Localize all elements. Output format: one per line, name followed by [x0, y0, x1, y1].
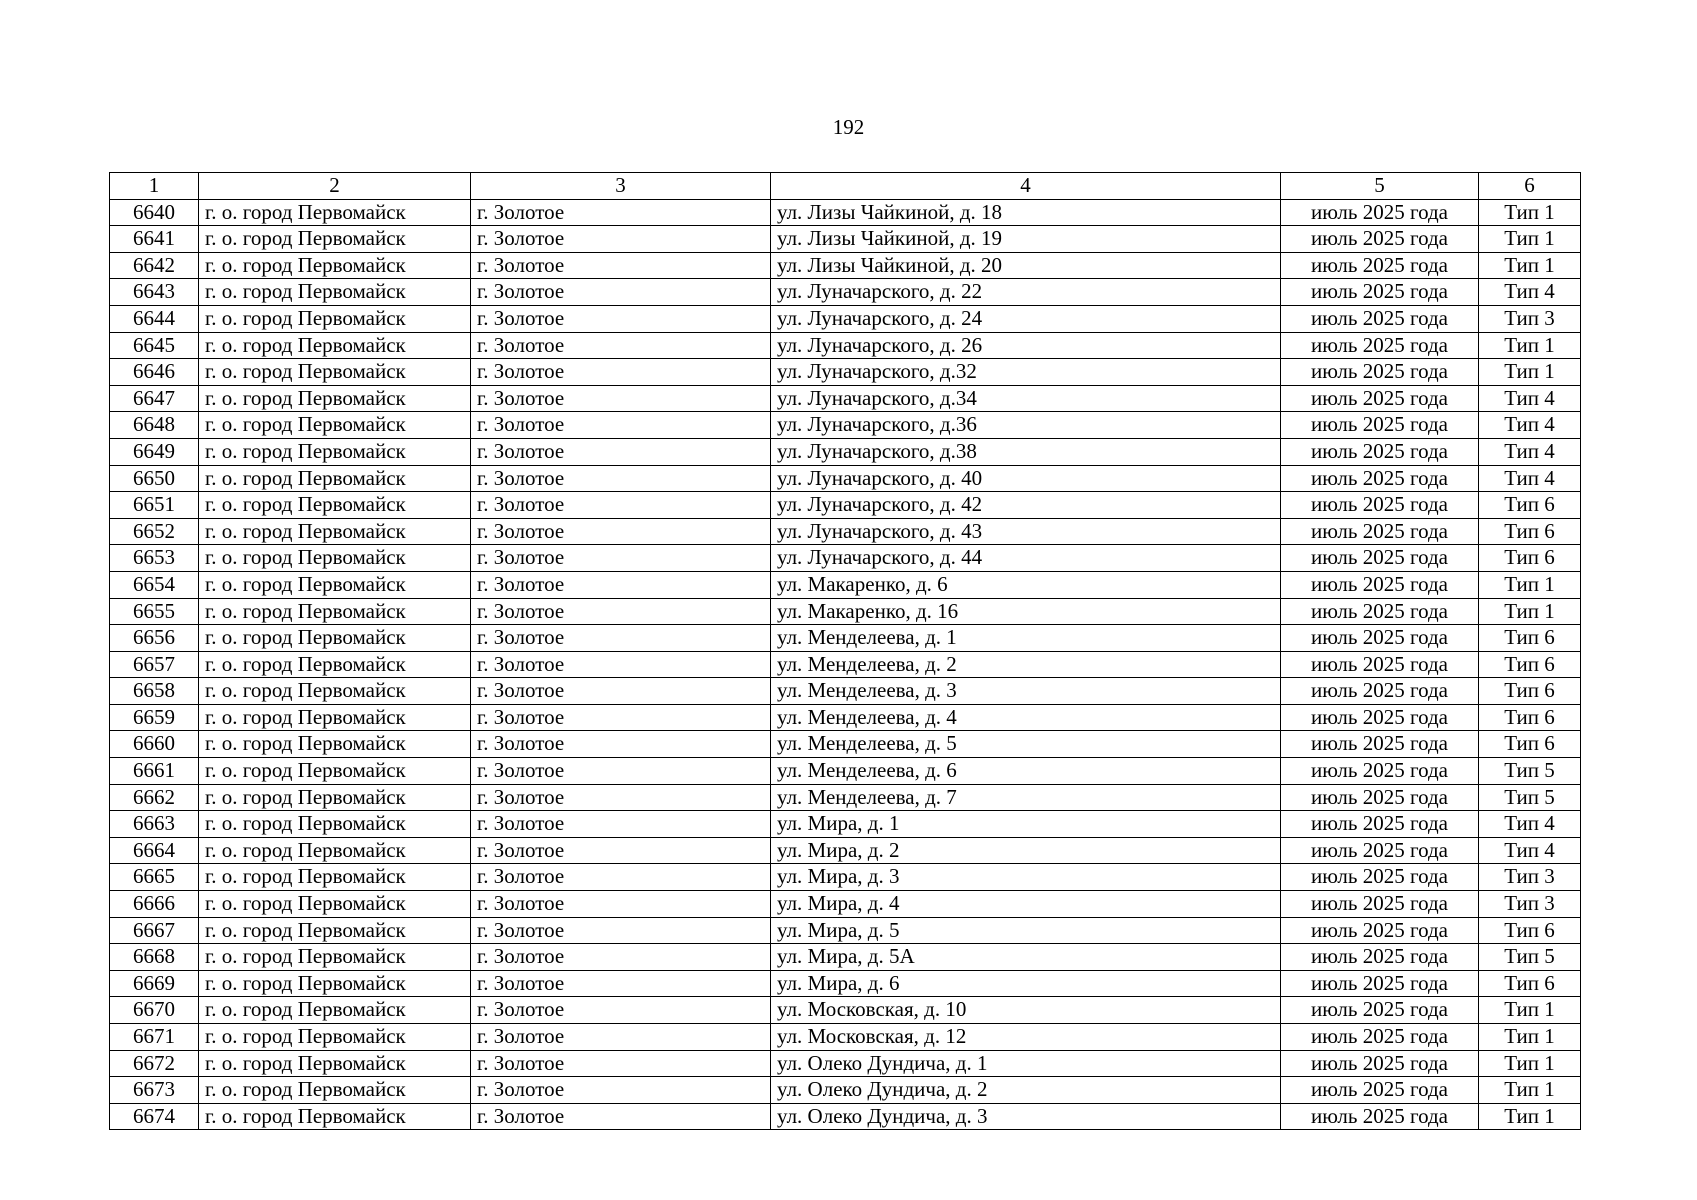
table-row	[110, 385, 1581, 412]
settlement-cell: г. Золотое	[471, 438, 771, 465]
municipality-cell: г. о. город Первомайск	[199, 465, 471, 492]
settlement-cell: г. Золотое	[471, 1077, 771, 1104]
table-row	[110, 199, 1581, 226]
table-row	[110, 332, 1581, 359]
row-number: 6666	[110, 891, 199, 918]
column-header-2: 2	[199, 173, 471, 200]
date-cell: июль 2025 года	[1281, 279, 1479, 306]
type-cell: Тип 5	[1479, 944, 1581, 971]
type-cell: Тип 6	[1479, 651, 1581, 678]
date-cell: июль 2025 года	[1281, 891, 1479, 918]
settlement-cell: г. Золотое	[471, 891, 771, 918]
municipality-cell: г. о. город Первомайск	[199, 704, 471, 731]
address-cell: ул. Менделеева, д. 2	[771, 651, 1281, 678]
address-cell: ул. Лизы Чайкиной, д. 19	[771, 226, 1281, 253]
municipality-cell: г. о. город Первомайск	[199, 651, 471, 678]
date-cell: июль 2025 года	[1281, 625, 1479, 652]
table-row	[110, 279, 1581, 306]
type-cell: Тип 4	[1479, 385, 1581, 412]
row-number: 6642	[110, 252, 199, 279]
table-row	[110, 997, 1581, 1024]
type-cell: Тип 6	[1479, 704, 1581, 731]
municipality-cell: г. о. город Первомайск	[199, 598, 471, 625]
municipality-cell: г. о. город Первомайск	[199, 226, 471, 253]
type-cell: Тип 1	[1479, 332, 1581, 359]
row-number: 6657	[110, 651, 199, 678]
settlement-cell: г. Золотое	[471, 678, 771, 705]
page-number: 192	[832, 115, 865, 139]
table-row	[110, 678, 1581, 705]
date-cell: июль 2025 года	[1281, 970, 1479, 997]
municipality-cell: г. о. город Первомайск	[199, 571, 471, 598]
address-cell: ул. Олеко Дундича, д. 3	[771, 1103, 1281, 1130]
date-cell: июль 2025 года	[1281, 412, 1479, 439]
date-cell: июль 2025 года	[1281, 704, 1479, 731]
settlement-cell: г. Золотое	[471, 970, 771, 997]
address-cell: ул. Мира, д. 1	[771, 811, 1281, 838]
municipality-cell: г. о. город Первомайск	[199, 545, 471, 572]
type-cell: Тип 1	[1479, 199, 1581, 226]
type-cell: Тип 6	[1479, 917, 1581, 944]
address-cell: ул. Мира, д. 5А	[771, 944, 1281, 971]
settlement-cell: г. Золотое	[471, 359, 771, 386]
table-row	[110, 305, 1581, 332]
date-cell: июль 2025 года	[1281, 731, 1479, 758]
type-cell: Тип 4	[1479, 438, 1581, 465]
address-cell: ул. Менделеева, д. 5	[771, 731, 1281, 758]
settlement-cell: г. Золотое	[471, 598, 771, 625]
settlement-cell: г. Золотое	[471, 226, 771, 253]
municipality-cell: г. о. город Первомайск	[199, 784, 471, 811]
address-cell: ул. Луначарского, д. 44	[771, 545, 1281, 572]
address-cell: ул. Московская, д. 12	[771, 1024, 1281, 1051]
municipality-cell: г. о. город Первомайск	[199, 492, 471, 519]
type-cell: Тип 1	[1479, 571, 1581, 598]
table-row	[110, 944, 1581, 971]
municipality-cell: г. о. город Первомайск	[199, 758, 471, 785]
settlement-cell: г. Золотое	[471, 545, 771, 572]
table-row	[110, 837, 1581, 864]
row-number: 6645	[110, 332, 199, 359]
address-cell: ул. Лизы Чайкиной, д. 18	[771, 199, 1281, 226]
municipality-cell: г. о. город Первомайск	[199, 970, 471, 997]
municipality-cell: г. о. город Первомайск	[199, 385, 471, 412]
settlement-cell: г. Золотое	[471, 784, 771, 811]
table-row	[110, 704, 1581, 731]
type-cell: Тип 1	[1479, 226, 1581, 253]
settlement-cell: г. Золотое	[471, 837, 771, 864]
municipality-cell: г. о. город Первомайск	[199, 864, 471, 891]
row-number: 6652	[110, 518, 199, 545]
settlement-cell: г. Золотое	[471, 199, 771, 226]
settlement-cell: г. Золотое	[471, 305, 771, 332]
table-row	[110, 891, 1581, 918]
address-cell: ул. Луначарского, д. 42	[771, 492, 1281, 519]
address-cell: ул. Олеко Дундича, д. 2	[771, 1077, 1281, 1104]
table-row	[110, 252, 1581, 279]
table-body	[110, 199, 1581, 1130]
type-cell: Тип 1	[1479, 598, 1581, 625]
date-cell: июль 2025 года	[1281, 837, 1479, 864]
settlement-cell: г. Золотое	[471, 1050, 771, 1077]
settlement-cell: г. Золотое	[471, 758, 771, 785]
settlement-cell: г. Золотое	[471, 731, 771, 758]
settlement-cell: г. Золотое	[471, 651, 771, 678]
row-number: 6659	[110, 704, 199, 731]
date-cell: июль 2025 года	[1281, 598, 1479, 625]
municipality-cell: г. о. город Первомайск	[199, 359, 471, 386]
row-number: 6641	[110, 226, 199, 253]
address-cell: ул. Мира, д. 3	[771, 864, 1281, 891]
table-row	[110, 784, 1581, 811]
type-cell: Тип 3	[1479, 305, 1581, 332]
row-number: 6662	[110, 784, 199, 811]
municipality-cell: г. о. город Первомайск	[199, 1050, 471, 1077]
date-cell: июль 2025 года	[1281, 252, 1479, 279]
address-cell: ул. Луначарского, д.32	[771, 359, 1281, 386]
date-cell: июль 2025 года	[1281, 678, 1479, 705]
address-cell: ул. Луначарского, д.38	[771, 438, 1281, 465]
settlement-cell: г. Золотое	[471, 1024, 771, 1051]
date-cell: июль 2025 года	[1281, 571, 1479, 598]
table-row	[110, 758, 1581, 785]
address-cell: ул. Луначарского, д.34	[771, 385, 1281, 412]
municipality-cell: г. о. город Первомайск	[199, 837, 471, 864]
row-number: 6655	[110, 598, 199, 625]
type-cell: Тип 1	[1479, 1103, 1581, 1130]
row-number: 6651	[110, 492, 199, 519]
municipality-cell: г. о. город Первомайск	[199, 1103, 471, 1130]
date-cell: июль 2025 года	[1281, 359, 1479, 386]
type-cell: Тип 6	[1479, 492, 1581, 519]
municipality-cell: г. о. город Первомайск	[199, 731, 471, 758]
municipality-cell: г. о. город Первомайск	[199, 279, 471, 306]
address-cell: ул. Луначарского, д. 43	[771, 518, 1281, 545]
table-header-row	[110, 173, 1581, 200]
type-cell: Тип 3	[1479, 891, 1581, 918]
address-cell: ул. Макаренко, д. 6	[771, 571, 1281, 598]
row-number: 6673	[110, 1077, 199, 1104]
row-number: 6664	[110, 837, 199, 864]
date-cell: июль 2025 года	[1281, 518, 1479, 545]
municipality-cell: г. о. город Первомайск	[199, 305, 471, 332]
address-cell: ул. Олеко Дундича, д. 1	[771, 1050, 1281, 1077]
date-cell: июль 2025 года	[1281, 917, 1479, 944]
address-cell: ул. Луначарского, д. 24	[771, 305, 1281, 332]
table-row	[110, 518, 1581, 545]
table-row	[110, 1050, 1581, 1077]
address-cell: ул. Менделеева, д. 4	[771, 704, 1281, 731]
date-cell: июль 2025 года	[1281, 465, 1479, 492]
municipality-cell: г. о. город Первомайск	[199, 625, 471, 652]
date-cell: июль 2025 года	[1281, 1050, 1479, 1077]
table-row	[110, 412, 1581, 439]
table-row	[110, 226, 1581, 253]
date-cell: июль 2025 года	[1281, 492, 1479, 519]
type-cell: Тип 1	[1479, 252, 1581, 279]
row-number: 6644	[110, 305, 199, 332]
settlement-cell: г. Золотое	[471, 252, 771, 279]
row-number: 6649	[110, 438, 199, 465]
municipality-cell: г. о. город Первомайск	[199, 412, 471, 439]
address-cell: ул. Мира, д. 5	[771, 917, 1281, 944]
type-cell: Тип 4	[1479, 465, 1581, 492]
date-cell: июль 2025 года	[1281, 997, 1479, 1024]
date-cell: июль 2025 года	[1281, 305, 1479, 332]
row-number: 6663	[110, 811, 199, 838]
municipality-cell: г. о. город Первомайск	[199, 252, 471, 279]
row-number: 6672	[110, 1050, 199, 1077]
type-cell: Тип 6	[1479, 731, 1581, 758]
table-row	[110, 598, 1581, 625]
row-number: 6671	[110, 1024, 199, 1051]
settlement-cell: г. Золотое	[471, 811, 771, 838]
municipality-cell: г. о. город Первомайск	[199, 1077, 471, 1104]
column-header-1: 1	[110, 173, 199, 200]
type-cell: Тип 1	[1479, 1024, 1581, 1051]
type-cell: Тип 1	[1479, 359, 1581, 386]
date-cell: июль 2025 года	[1281, 199, 1479, 226]
column-header-4: 4	[771, 173, 1281, 200]
type-cell: Тип 6	[1479, 545, 1581, 572]
date-cell: июль 2025 года	[1281, 784, 1479, 811]
date-cell: июль 2025 года	[1281, 1024, 1479, 1051]
table-row	[110, 731, 1581, 758]
municipality-cell: г. о. город Первомайск	[199, 944, 471, 971]
column-header-3: 3	[471, 173, 771, 200]
type-cell: Тип 6	[1479, 625, 1581, 652]
date-cell: июль 2025 года	[1281, 651, 1479, 678]
municipality-cell: г. о. город Первомайск	[199, 811, 471, 838]
table-row	[110, 571, 1581, 598]
settlement-cell: г. Золотое	[471, 944, 771, 971]
address-cell: ул. Мира, д. 4	[771, 891, 1281, 918]
row-number: 6668	[110, 944, 199, 971]
table-row	[110, 1024, 1581, 1051]
row-number: 6660	[110, 731, 199, 758]
settlement-cell: г. Золотое	[471, 997, 771, 1024]
municipality-cell: г. о. город Первомайск	[199, 518, 471, 545]
address-cell: ул. Макаренко, д. 16	[771, 598, 1281, 625]
settlement-cell: г. Золотое	[471, 492, 771, 519]
type-cell: Тип 4	[1479, 837, 1581, 864]
date-cell: июль 2025 года	[1281, 438, 1479, 465]
table-row	[110, 465, 1581, 492]
address-cell: ул. Луначарского, д.36	[771, 412, 1281, 439]
municipality-cell: г. о. город Первомайск	[199, 997, 471, 1024]
date-cell: июль 2025 года	[1281, 385, 1479, 412]
settlement-cell: г. Золотое	[471, 465, 771, 492]
address-cell: ул. Мира, д. 6	[771, 970, 1281, 997]
row-number: 6653	[110, 545, 199, 572]
address-cell: ул. Менделеева, д. 7	[771, 784, 1281, 811]
type-cell: Тип 6	[1479, 518, 1581, 545]
settlement-cell: г. Золотое	[471, 571, 771, 598]
table-row	[110, 970, 1581, 997]
table-row	[110, 1077, 1581, 1104]
type-cell: Тип 1	[1479, 1050, 1581, 1077]
row-number: 6640	[110, 199, 199, 226]
row-number: 6643	[110, 279, 199, 306]
settlement-cell: г. Золотое	[471, 385, 771, 412]
municipality-cell: г. о. город Первомайск	[199, 917, 471, 944]
date-cell: июль 2025 года	[1281, 545, 1479, 572]
settlement-cell: г. Золотое	[471, 864, 771, 891]
municipality-cell: г. о. город Первомайск	[199, 891, 471, 918]
type-cell: Тип 1	[1479, 1077, 1581, 1104]
settlement-cell: г. Золотое	[471, 412, 771, 439]
municipality-cell: г. о. город Первомайск	[199, 332, 471, 359]
table-row	[110, 811, 1581, 838]
table-row	[110, 492, 1581, 519]
settlement-cell: г. Золотое	[471, 332, 771, 359]
address-cell: ул. Мира, д. 2	[771, 837, 1281, 864]
table-row	[110, 651, 1581, 678]
municipality-cell: г. о. город Первомайск	[199, 438, 471, 465]
settlement-cell: г. Золотое	[471, 518, 771, 545]
date-cell: июль 2025 года	[1281, 226, 1479, 253]
row-number: 6669	[110, 970, 199, 997]
row-number: 6665	[110, 864, 199, 891]
municipality-cell: г. о. город Первомайск	[199, 199, 471, 226]
column-header-5: 5	[1281, 173, 1479, 200]
row-number: 6667	[110, 917, 199, 944]
row-number: 6648	[110, 412, 199, 439]
register-table	[109, 172, 1581, 1130]
date-cell: июль 2025 года	[1281, 1077, 1479, 1104]
settlement-cell: г. Золотое	[471, 279, 771, 306]
table-row	[110, 545, 1581, 572]
table-row	[110, 1103, 1581, 1130]
address-cell: ул. Менделеева, д. 6	[771, 758, 1281, 785]
type-cell: Тип 6	[1479, 970, 1581, 997]
address-cell: ул. Луначарского, д. 22	[771, 279, 1281, 306]
column-header-6: 6	[1479, 173, 1581, 200]
address-cell: ул. Московская, д. 10	[771, 997, 1281, 1024]
row-number: 6670	[110, 997, 199, 1024]
row-number: 6656	[110, 625, 199, 652]
table-row	[110, 917, 1581, 944]
date-cell: июль 2025 года	[1281, 332, 1479, 359]
address-cell: ул. Луначарского, д. 26	[771, 332, 1281, 359]
date-cell: июль 2025 года	[1281, 1103, 1479, 1130]
type-cell: Тип 6	[1479, 678, 1581, 705]
date-cell: июль 2025 года	[1281, 944, 1479, 971]
address-cell: ул. Менделеева, д. 3	[771, 678, 1281, 705]
municipality-cell: г. о. город Первомайск	[199, 1024, 471, 1051]
settlement-cell: г. Золотое	[471, 917, 771, 944]
settlement-cell: г. Золотое	[471, 625, 771, 652]
table-row	[110, 625, 1581, 652]
table-row	[110, 359, 1581, 386]
address-cell: ул. Менделеева, д. 1	[771, 625, 1281, 652]
type-cell: Тип 5	[1479, 784, 1581, 811]
row-number: 6646	[110, 359, 199, 386]
row-number: 6658	[110, 678, 199, 705]
row-number: 6650	[110, 465, 199, 492]
settlement-cell: г. Золотое	[471, 1103, 771, 1130]
row-number: 6647	[110, 385, 199, 412]
settlement-cell: г. Золотое	[471, 704, 771, 731]
type-cell: Тип 4	[1479, 412, 1581, 439]
type-cell: Тип 3	[1479, 864, 1581, 891]
table-row	[110, 438, 1581, 465]
municipality-cell: г. о. город Первомайск	[199, 678, 471, 705]
type-cell: Тип 5	[1479, 758, 1581, 785]
date-cell: июль 2025 года	[1281, 758, 1479, 785]
row-number: 6661	[110, 758, 199, 785]
address-cell: ул. Луначарского, д. 40	[771, 465, 1281, 492]
row-number: 6654	[110, 571, 199, 598]
address-cell: ул. Лизы Чайкиной, д. 20	[771, 252, 1281, 279]
date-cell: июль 2025 года	[1281, 864, 1479, 891]
row-number: 6674	[110, 1103, 199, 1130]
type-cell: Тип 4	[1479, 279, 1581, 306]
date-cell: июль 2025 года	[1281, 811, 1479, 838]
type-cell: Тип 4	[1479, 811, 1581, 838]
table-row	[110, 864, 1581, 891]
type-cell: Тип 1	[1479, 997, 1581, 1024]
